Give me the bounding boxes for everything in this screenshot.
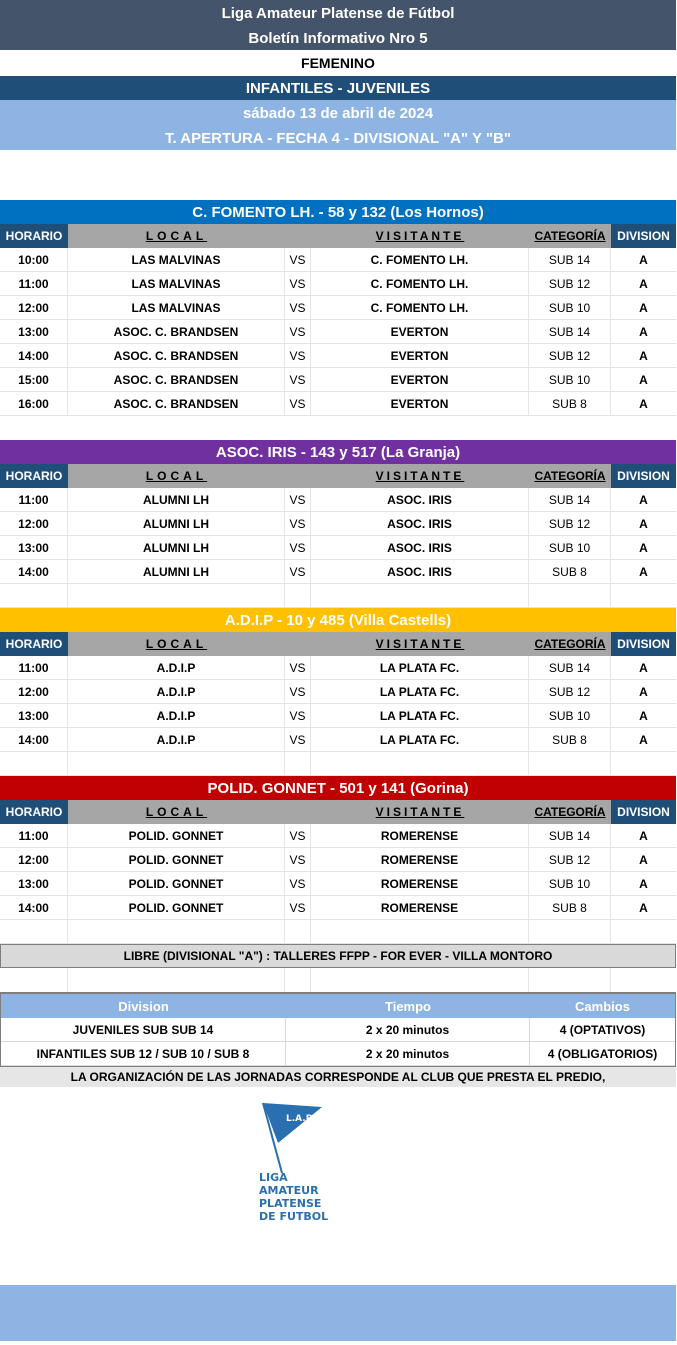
match-division: A [639, 372, 648, 387]
match-row [0, 896, 676, 920]
match-vs: VS [285, 704, 311, 727]
match-visitor: C. FOMENTO LH. [311, 272, 529, 295]
match-time: 14:00 [0, 344, 68, 367]
match-time: 12:00 [0, 680, 68, 703]
rules-time: 2 x 20 minutos [286, 1042, 530, 1065]
match-division: A [639, 252, 648, 267]
match-visitor: LA PLATA FC. [311, 704, 529, 727]
venue-section [0, 440, 677, 608]
match-division: A [639, 876, 648, 891]
match-local: ASOC. C. BRANDSEN [68, 320, 285, 343]
rules-division: JUVENILES SUB SUB 14 [1, 1018, 286, 1041]
col-horario: HORARIO [0, 464, 68, 488]
col-visitante: VISITANTE [311, 632, 529, 656]
schedule-header [0, 224, 676, 248]
col-vs [285, 464, 311, 488]
match-category: SUB 10 [529, 368, 611, 391]
match-vs: VS [285, 392, 311, 415]
match-vs: VS [285, 512, 311, 535]
col-local: LOCAL [68, 224, 285, 248]
match-category: SUB 12 [529, 512, 611, 535]
match-local: LAS MALVINAS [68, 248, 285, 271]
match-division: A [639, 852, 648, 867]
match-row [0, 704, 676, 728]
match-row [0, 272, 676, 296]
categories-label: INFANTILES - JUVENILES [0, 76, 676, 100]
footer-band [0, 1285, 676, 1341]
match-category: SUB 8 [529, 896, 611, 919]
venue-title: POLID. GONNET - 501 y 141 (Gorina) [0, 776, 676, 800]
match-time: 14:00 [0, 896, 68, 919]
match-visitor: C. FOMENTO LH. [311, 296, 529, 319]
match-vs: VS [285, 248, 311, 271]
match-visitor: ASOC. IRIS [311, 560, 529, 583]
match-row [0, 728, 676, 752]
match-local: ALUMNI LH [68, 512, 285, 535]
match-visitor: C. FOMENTO LH. [311, 248, 529, 271]
match-vs: VS [285, 272, 311, 295]
rules-col-tiempo: Tiempo [385, 998, 431, 1014]
match-local: LAS MALVINAS [68, 296, 285, 319]
match-row [0, 392, 676, 416]
match-division: A [639, 828, 648, 843]
empty-row [0, 752, 676, 776]
match-local: A.D.I.P [68, 728, 285, 751]
match-time: 10:00 [0, 248, 68, 271]
match-category: SUB 8 [529, 392, 611, 415]
col-local: LOCAL [68, 464, 285, 488]
match-division: A [639, 300, 648, 315]
tournament-label: T. APERTURA - FECHA 4 - DIVISIONAL "A" Y "B" [0, 126, 676, 150]
col-categoria: CATEGORÍA [529, 632, 611, 656]
schedule-header [0, 464, 676, 488]
venue-section [0, 776, 677, 944]
rules-col-division: Division [118, 998, 169, 1014]
match-time: 11:00 [0, 824, 68, 847]
venue-title: ASOC. IRIS - 143 y 517 (La Granja) [0, 440, 676, 464]
free-teams-banner: LIBRE (DIVISIONAL "A") : TALLERES FFPP - FOR EVER - VILLA MONTORO [0, 944, 676, 968]
rules-header [1, 994, 675, 1018]
match-vs: VS [285, 896, 311, 919]
match-category: SUB 14 [529, 656, 611, 679]
match-vs: VS [285, 680, 311, 703]
match-local: ASOC. C. BRANDSEN [68, 392, 285, 415]
match-time: 12:00 [0, 512, 68, 535]
match-time: 15:00 [0, 368, 68, 391]
match-division: A [639, 684, 648, 699]
match-date: sábado 13 de abril de 2024 [0, 100, 676, 126]
match-row [0, 296, 676, 320]
match-local: POLID. GONNET [68, 824, 285, 847]
match-row [0, 872, 676, 896]
match-visitor: ROMERENSE [311, 872, 529, 895]
match-time: 14:00 [0, 728, 68, 751]
empty-row [0, 920, 676, 944]
logo-text [259, 1171, 328, 1223]
match-vs: VS [285, 560, 311, 583]
match-time: 11:00 [0, 272, 68, 295]
match-category: SUB 8 [529, 728, 611, 751]
league-title: Liga Amateur Platense de Fútbol [0, 0, 676, 26]
match-division: A [639, 492, 648, 507]
match-vs: VS [285, 848, 311, 871]
match-vs: VS [285, 536, 311, 559]
match-category: SUB 12 [529, 848, 611, 871]
col-division: DIVISION [611, 464, 676, 488]
match-row [0, 368, 676, 392]
match-row [0, 656, 676, 680]
match-category: SUB 14 [529, 248, 611, 271]
match-visitor: ASOC. IRIS [311, 536, 529, 559]
match-local: LAS MALVINAS [68, 272, 285, 295]
match-vs: VS [285, 344, 311, 367]
venue-title: A.D.I.P - 10 y 485 (Villa Castells) [0, 608, 676, 632]
col-division: DIVISION [611, 632, 676, 656]
match-category: SUB 14 [529, 488, 611, 511]
league-logo [0, 1087, 676, 1285]
venue-title: C. FOMENTO LH. - 58 y 132 (Los Hornos) [0, 200, 676, 224]
match-local: ALUMNI LH [68, 488, 285, 511]
match-local: A.D.I.P [68, 656, 285, 679]
match-row [0, 320, 676, 344]
col-vs [285, 224, 311, 248]
match-row [0, 344, 676, 368]
match-row [0, 248, 676, 272]
match-visitor: EVERTON [311, 368, 529, 391]
match-visitor: ASOC. IRIS [311, 512, 529, 535]
match-local: A.D.I.P [68, 704, 285, 727]
venue-section [0, 608, 677, 776]
rules-col-cambios: Cambios [575, 998, 630, 1014]
match-division: A [639, 276, 648, 291]
match-local: A.D.I.P [68, 680, 285, 703]
match-row [0, 848, 676, 872]
match-visitor: EVERTON [311, 392, 529, 415]
match-local: POLID. GONNET [68, 848, 285, 871]
match-visitor: LA PLATA FC. [311, 656, 529, 679]
rules-division: INFANTILES SUB 12 / SUB 10 / SUB 8 [1, 1042, 286, 1065]
match-category: SUB 10 [529, 704, 611, 727]
branch-label: FEMENINO [0, 50, 676, 76]
col-vs [285, 632, 311, 656]
venue-section [0, 200, 677, 416]
match-vs: VS [285, 368, 311, 391]
col-horario: HORARIO [0, 632, 68, 656]
logo-line: PLATENSE [259, 1197, 322, 1210]
match-category: SUB 12 [529, 272, 611, 295]
match-vs: VS [285, 488, 311, 511]
match-category: SUB 14 [529, 824, 611, 847]
match-row [0, 824, 676, 848]
match-time: 13:00 [0, 872, 68, 895]
rules-row [1, 1042, 675, 1066]
match-category: SUB 10 [529, 296, 611, 319]
match-category: SUB 12 [529, 680, 611, 703]
rules-table [0, 992, 676, 1067]
match-category: SUB 12 [529, 344, 611, 367]
match-local: ASOC. C. BRANDSEN [68, 344, 285, 367]
match-division: A [639, 540, 648, 555]
rules-row [1, 1018, 675, 1042]
match-vs: VS [285, 824, 311, 847]
bulletin-number: Boletín Informativo Nro 5 [0, 26, 676, 50]
logo-line: DE FUTBOL [259, 1210, 329, 1223]
match-vs: VS [285, 872, 311, 895]
rules-changes: 4 (OBLIGATORIOS) [547, 1046, 658, 1061]
col-categoria: CATEGORÍA [529, 464, 611, 488]
match-row [0, 560, 676, 584]
match-visitor: ROMERENSE [311, 896, 529, 919]
match-category: SUB 8 [529, 560, 611, 583]
match-local: ALUMNI LH [68, 536, 285, 559]
match-visitor: LA PLATA FC. [311, 728, 529, 751]
match-division: A [639, 324, 648, 339]
match-visitor: ROMERENSE [311, 824, 529, 847]
match-local: ALUMNI LH [68, 560, 285, 583]
col-horario: HORARIO [0, 224, 68, 248]
match-category: SUB 10 [529, 536, 611, 559]
col-vs [285, 800, 311, 824]
match-time: 13:00 [0, 320, 68, 343]
match-visitor: LA PLATA FC. [311, 680, 529, 703]
match-time: 12:00 [0, 848, 68, 871]
rules-changes: 4 (OPTATIVOS) [559, 1022, 646, 1037]
logo-line: AMATEUR [259, 1184, 319, 1197]
match-visitor: ASOC. IRIS [311, 488, 529, 511]
schedule-header [0, 800, 676, 824]
match-division: A [639, 708, 648, 723]
rules-time: 2 x 20 minutos [286, 1018, 530, 1041]
match-division: A [639, 348, 648, 363]
match-division: A [639, 660, 648, 675]
match-vs: VS [285, 296, 311, 319]
col-visitante: VISITANTE [311, 800, 529, 824]
match-visitor: EVERTON [311, 320, 529, 343]
flag-text: L.A.P. [286, 1114, 315, 1124]
col-division: DIVISION [611, 224, 676, 248]
match-row [0, 512, 676, 536]
spacer [0, 416, 677, 440]
empty-row [0, 584, 676, 608]
logo-line: LIGA [259, 1171, 288, 1184]
match-time: 11:00 [0, 488, 68, 511]
organization-note: LA ORGANIZACIÓN DE LAS JORNADAS CORRESPONDE AL CLUB QUE PRESTA EL PREDIO, [0, 1067, 676, 1087]
match-row [0, 680, 676, 704]
match-visitor: ROMERENSE [311, 848, 529, 871]
match-local: POLID. GONNET [68, 872, 285, 895]
match-category: SUB 10 [529, 872, 611, 895]
flag-icon [256, 1097, 336, 1177]
col-visitante: VISITANTE [311, 464, 529, 488]
col-categoria: CATEGORÍA [529, 224, 611, 248]
match-time: 13:00 [0, 704, 68, 727]
match-time: 11:00 [0, 656, 68, 679]
match-row [0, 536, 676, 560]
match-vs: VS [285, 656, 311, 679]
match-local: ASOC. C. BRANDSEN [68, 368, 285, 391]
match-local: POLID. GONNET [68, 896, 285, 919]
match-category: SUB 14 [529, 320, 611, 343]
spacer [0, 150, 677, 200]
match-division: A [639, 564, 648, 579]
match-vs: VS [285, 728, 311, 751]
match-division: A [639, 900, 648, 915]
col-local: LOCAL [68, 800, 285, 824]
col-division: DIVISION [611, 800, 676, 824]
match-time: 13:00 [0, 536, 68, 559]
col-horario: HORARIO [0, 800, 68, 824]
match-division: A [639, 732, 648, 747]
empty-row [0, 968, 676, 992]
match-vs: VS [285, 320, 311, 343]
match-division: A [639, 516, 648, 531]
match-time: 16:00 [0, 392, 68, 415]
schedule-header [0, 632, 676, 656]
match-division: A [639, 396, 648, 411]
match-row [0, 488, 676, 512]
col-categoria: CATEGORÍA [529, 800, 611, 824]
match-visitor: EVERTON [311, 344, 529, 367]
col-visitante: VISITANTE [311, 224, 529, 248]
match-time: 14:00 [0, 560, 68, 583]
col-local: LOCAL [68, 632, 285, 656]
match-time: 12:00 [0, 296, 68, 319]
